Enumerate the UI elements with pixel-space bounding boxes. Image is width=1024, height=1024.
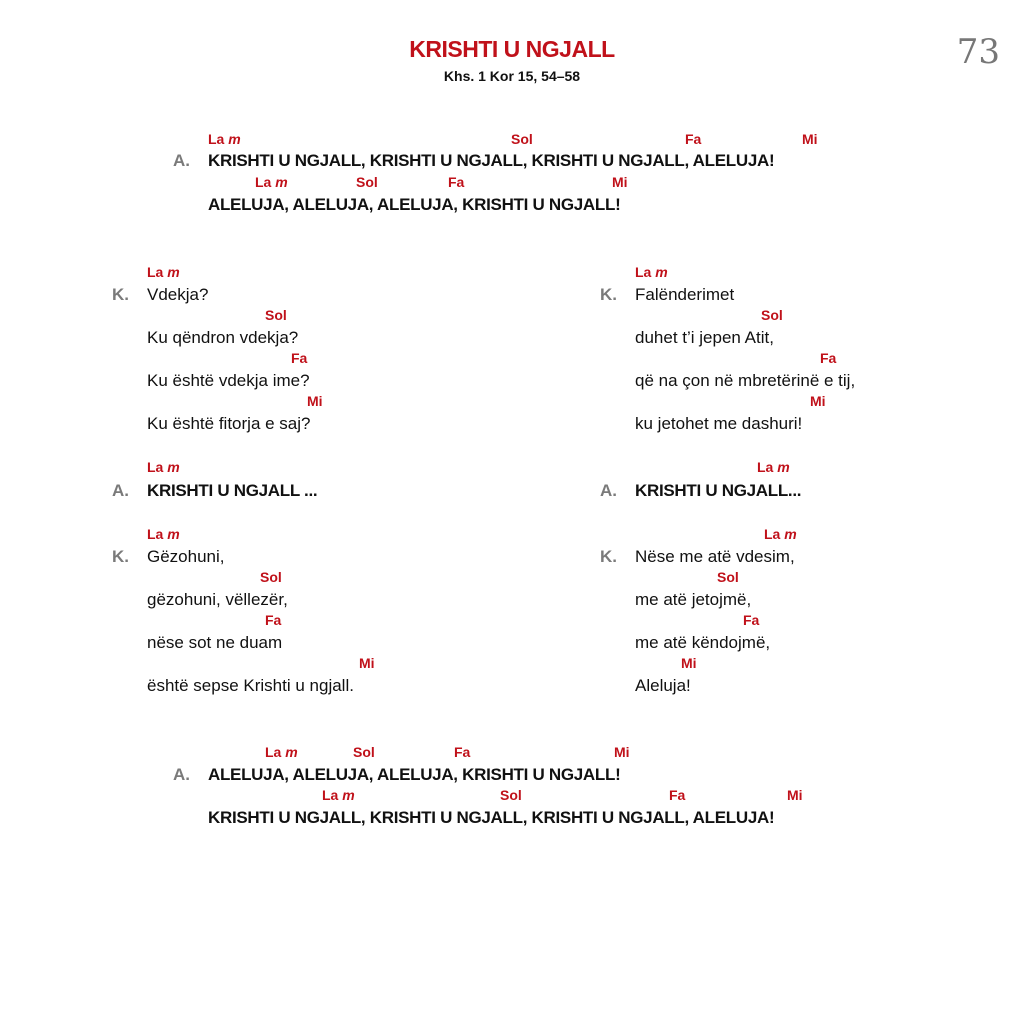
chord-sol: Sol [353,744,375,760]
left-verse2-line-2: gëzohuni, vëllezër, [147,590,288,609]
assembly-marker: A. [173,765,190,784]
chord-sol: Sol [265,307,287,323]
chord-fa: Fa [291,350,308,366]
left-verse1-line-1: Vdekja? [147,285,209,304]
right-verse1-line-1: Falënderimet [635,285,735,304]
chord-la-minor: La m [265,744,298,760]
left-verse2-line-1: Gëzohuni, [147,547,225,566]
chord-sol: Sol [761,307,783,323]
refrain-bottom-line-2: KRISHTI U NGJALL, KRISHTI U NGJALL, KRISHTI U NGJALL, ALELUJA! [208,808,775,827]
chord-mi: Mi [614,744,630,760]
chord-la-minor: La m [147,459,180,475]
right-verse2-line-3: me atë këndojmë, [635,633,771,652]
chord-fa: Fa [820,350,837,366]
chord-sol: Sol [717,569,739,585]
chord-fa: Fa [265,612,282,628]
chord-la-minor: La m [147,264,180,280]
chord-mi: Mi [802,131,818,147]
chord-sol: Sol [260,569,282,585]
chord-la-minor: La m [208,131,241,147]
chord-fa: Fa [743,612,760,628]
chord-mi: Mi [787,787,803,803]
chord-la-minor: La m [255,174,288,190]
chord-mi: Mi [612,174,628,190]
chord-la-minor: La m [764,526,797,542]
refrain-top-line-1: KRISHTI U NGJALL, KRISHTI U NGJALL, KRISHTI U NGJALL, ALELUJA! [208,151,775,170]
chord-la-minor: La m [322,787,355,803]
refrain-bottom-line-1: ALELUJA, ALELUJA, ALELUJA, KRISHTI U NGJALL! [208,765,621,784]
assembly-marker: A. [112,481,129,500]
chord-fa: Fa [454,744,471,760]
right-verse1-line-4: ku jetohet me dashuri! [635,414,803,433]
chord-la-minor: La m [635,264,668,280]
left-verse2-line-3: nëse sot ne duam [147,633,283,652]
chord-sol: Sol [500,787,522,803]
left-response: KRISHTI U NGJALL ... [147,481,318,500]
chord-sol: Sol [356,174,378,190]
refrain-top-line-2: ALELUJA, ALELUJA, ALELUJA, KRISHTI U NGJALL! [208,195,621,214]
left-verse1-line-2: Ku qëndron vdekja? [147,328,299,347]
right-verse2-line-1: Nëse me atë vdesim, [635,547,795,566]
chord-mi: Mi [681,655,697,671]
right-verse2-line-4: Aleluja! [635,676,691,695]
chord-fa: Fa [685,131,702,147]
cantor-marker: K. [112,285,129,304]
chord-mi: Mi [810,393,826,409]
cantor-marker: K. [600,547,617,566]
right-verse1-line-3: që na çon në mbretërinë e tij, [635,371,856,390]
song-title: KRISHTI U NGJALL [409,36,615,62]
chord-fa: Fa [448,174,465,190]
left-verse1-line-4: Ku është fitorja e saj? [147,414,311,433]
left-verse1-line-3: Ku është vdekja ime? [147,371,310,390]
chord-la-minor: La m [757,459,790,475]
right-response: KRISHTI U NGJALL... [635,481,802,500]
chord-sol: Sol [511,131,533,147]
cantor-marker: K. [600,285,617,304]
right-verse1-line-2: duhet t’i jepen Atit, [635,328,774,347]
left-verse2-line-4: është sepse Krishti u ngjall. [147,676,354,695]
page-number: 73 [956,32,1000,72]
assembly-marker: A. [173,151,190,170]
song-reference: Khs. 1 Kor 15, 54–58 [443,68,581,84]
chord-mi: Mi [307,393,323,409]
chord-la-minor: La m [147,526,180,542]
right-verse2-line-2: me atë jetojmë, [635,590,752,609]
assembly-marker: A. [600,481,617,500]
chord-fa: Fa [669,787,686,803]
cantor-marker: K. [112,547,129,566]
chord-mi: Mi [359,655,375,671]
